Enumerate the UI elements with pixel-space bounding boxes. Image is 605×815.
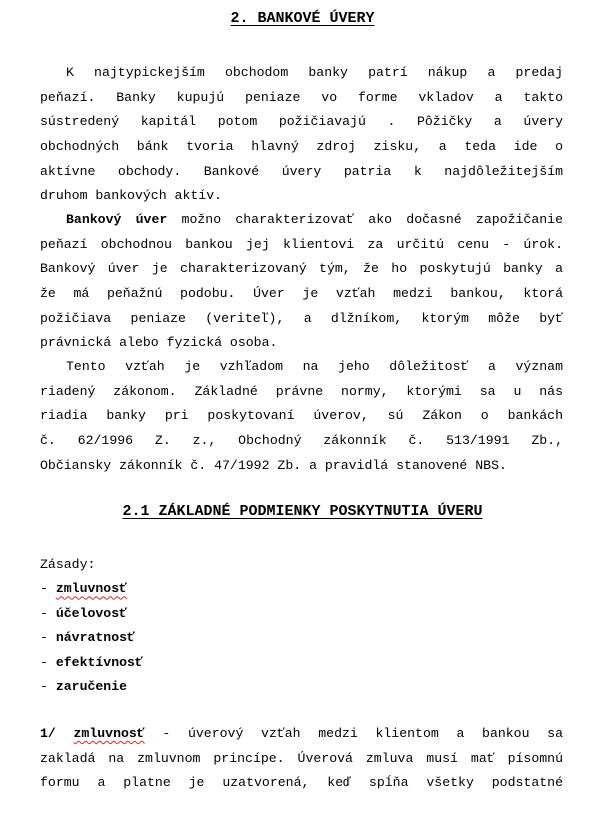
text-line: Tento vzťah je vzhľadom na jeho dôležitosť a význam — [66, 359, 563, 374]
list-item: - efektívnosť — [40, 654, 143, 670]
text-line: K najtypickejším obchodom banky patrí nákup a predaj — [66, 65, 563, 80]
section-heading: 2.1 ZÁKLADNÉ PODMIENKY POSKYTNUTIA ÚVERU — [122, 503, 483, 520]
principles-label: Zásady: — [40, 557, 96, 572]
list-item-text: účelovosť — [55, 605, 128, 621]
list-item-text: zaručenie — [55, 678, 128, 694]
paragraph-definition — [40, 208, 563, 356]
list-item-text: návratnosť — [55, 630, 135, 646]
text-run: - úverový vzťah medzi klientom a bankou sa — [144, 726, 563, 741]
text-line: peňazí. Banky kupujú peniaze vo forme vkladov a takto — [40, 89, 563, 105]
text-line: požičiava peniaze (veriteľ), a dlžníkom, ktorým môže byť — [40, 310, 563, 326]
text-run: možno charakterizovať ako dočasné zapožičanie — [167, 212, 563, 227]
item-number: 1/ — [40, 726, 74, 741]
text-line: peňazí obchodnou bankou jej klientovi za určitú cenu - úrok. — [40, 236, 563, 252]
list-item: - návratnosť — [40, 630, 135, 646]
term-bold: Bankový úver — [66, 212, 168, 227]
paragraph-contract — [40, 722, 563, 796]
list-item-text: zmluvnosť — [55, 581, 128, 597]
text-line: Občiansky zákonník č. 47/1992 Zb. a pravidlá stanovené NBS. — [40, 457, 507, 473]
text-line: že má peňažnú podobu. Úver je vzťah medzi bankou, ktorá — [40, 286, 563, 302]
text-line — [40, 722, 563, 747]
text-line: druhom bankových aktív. — [40, 188, 223, 204]
list-item-text: efektívnosť — [55, 654, 143, 670]
text-line — [40, 208, 563, 233]
text-line: právnická alebo fyzická osoba. — [40, 335, 278, 351]
text-line: obchodných bánk tvoria hlavný zdroj zisku, a teda ide o — [40, 139, 563, 155]
chapter-heading: 2. BANKOVÉ ÚVERY — [230, 10, 375, 27]
text-line: aktívne obchody. Bankové úvery patria k najdôležitejším — [40, 163, 563, 179]
text-line: č. 62/1996 Z. z., Obchodný zákonník č. 513/1991 Zb., — [40, 433, 563, 449]
list-item: - zaručenie — [40, 678, 128, 694]
principles-list — [40, 553, 563, 699]
text-line: zakladá na zmluvnom princípe. Úverová zmluva musí mať písomnú — [40, 750, 563, 766]
paragraph-legal — [40, 355, 563, 478]
text-line: sústredený kapitál potom požičiavajú . Pôžičky a úvery — [40, 114, 563, 130]
text-line: riadia banky pri poskytovaní úverov, sú Zákon o bankách — [40, 408, 563, 424]
list-item: - účelovosť — [40, 605, 128, 621]
text-line: formu a platne je uzatvorená, keď spĺňa všetky podstatné — [40, 775, 563, 791]
paragraph-intro — [40, 61, 563, 209]
term-bold: zmluvnosť — [73, 726, 145, 741]
list-item: - zmluvnosť — [40, 581, 128, 597]
text-line: riadený zákonom. Základné právne normy, ktorými sa u nás — [40, 383, 563, 399]
text-line: Bankový úver je charakterizovaný tým, že ho poskytujú banky a — [40, 261, 563, 277]
